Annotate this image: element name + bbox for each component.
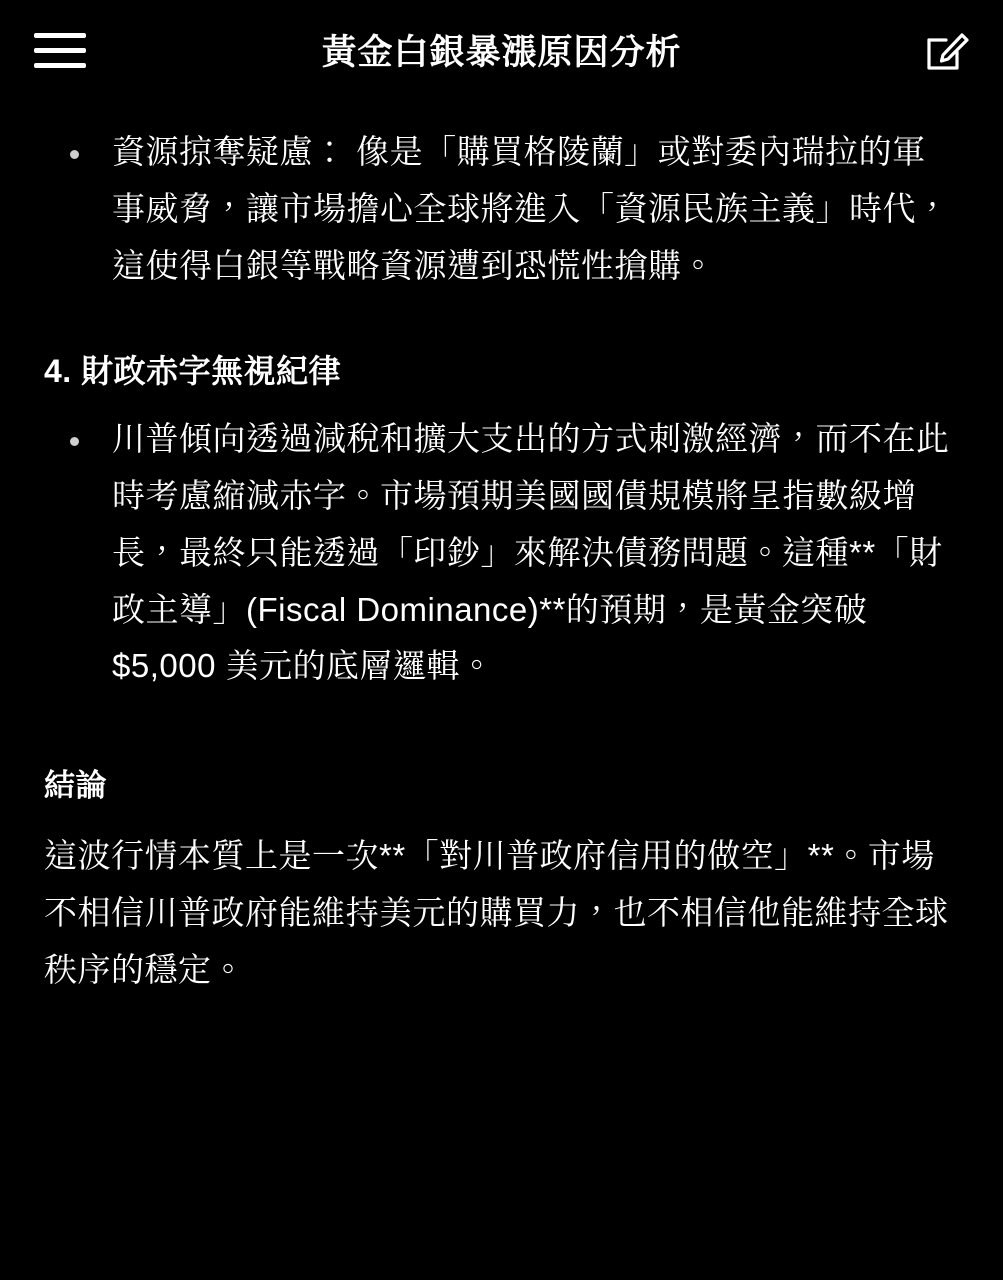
hamburger-bar	[34, 63, 86, 68]
article-content	[0, 100, 1003, 999]
conclusion-paragraph: 這波行情本質上是一次**「對川普政府信用的做空」**。市場不相信川普政府能維持美元的購買力，也不相信他能維持全球秩序的穩定。	[44, 837, 949, 988]
bullet-text: 川普傾向透過減稅和擴大支出的方式刺激經濟，而不在此時考慮縮減赤字。市場預期美國國債規模將呈指數級增長，最終只能透過「印鈔」來解決債務問題。這種**「財政主導」(Fiscal Dominance)**的預期，是黃金突破 $5,000 美元的底層邏輯。	[112, 420, 950, 685]
hamburger-menu-icon[interactable]	[34, 30, 86, 70]
app-header	[0, 0, 1003, 100]
top-bullet-list	[44, 124, 959, 294]
list-item	[44, 411, 959, 695]
compose-edit-icon[interactable]	[923, 27, 969, 73]
section-bullet-list	[44, 411, 959, 695]
bullet-text: 資源掠奪疑慮： 像是「購買格陵蘭」或對委內瑞拉的軍事威脅，讓市場擔心全球將進入「資源民族主義」時代，這使得白銀等戰略資源遭到恐慌性搶購。	[112, 133, 950, 284]
page-title: 黃金白銀暴漲原因分析	[321, 33, 682, 72]
list-item	[44, 124, 959, 294]
section-heading-fiscal-deficit: 4. 財政赤字無視紀律	[44, 353, 342, 390]
conclusion-heading: 結論	[44, 768, 107, 804]
compose-edit-glyph	[923, 27, 969, 73]
hamburger-bar	[34, 33, 86, 38]
hamburger-bar	[34, 48, 86, 53]
